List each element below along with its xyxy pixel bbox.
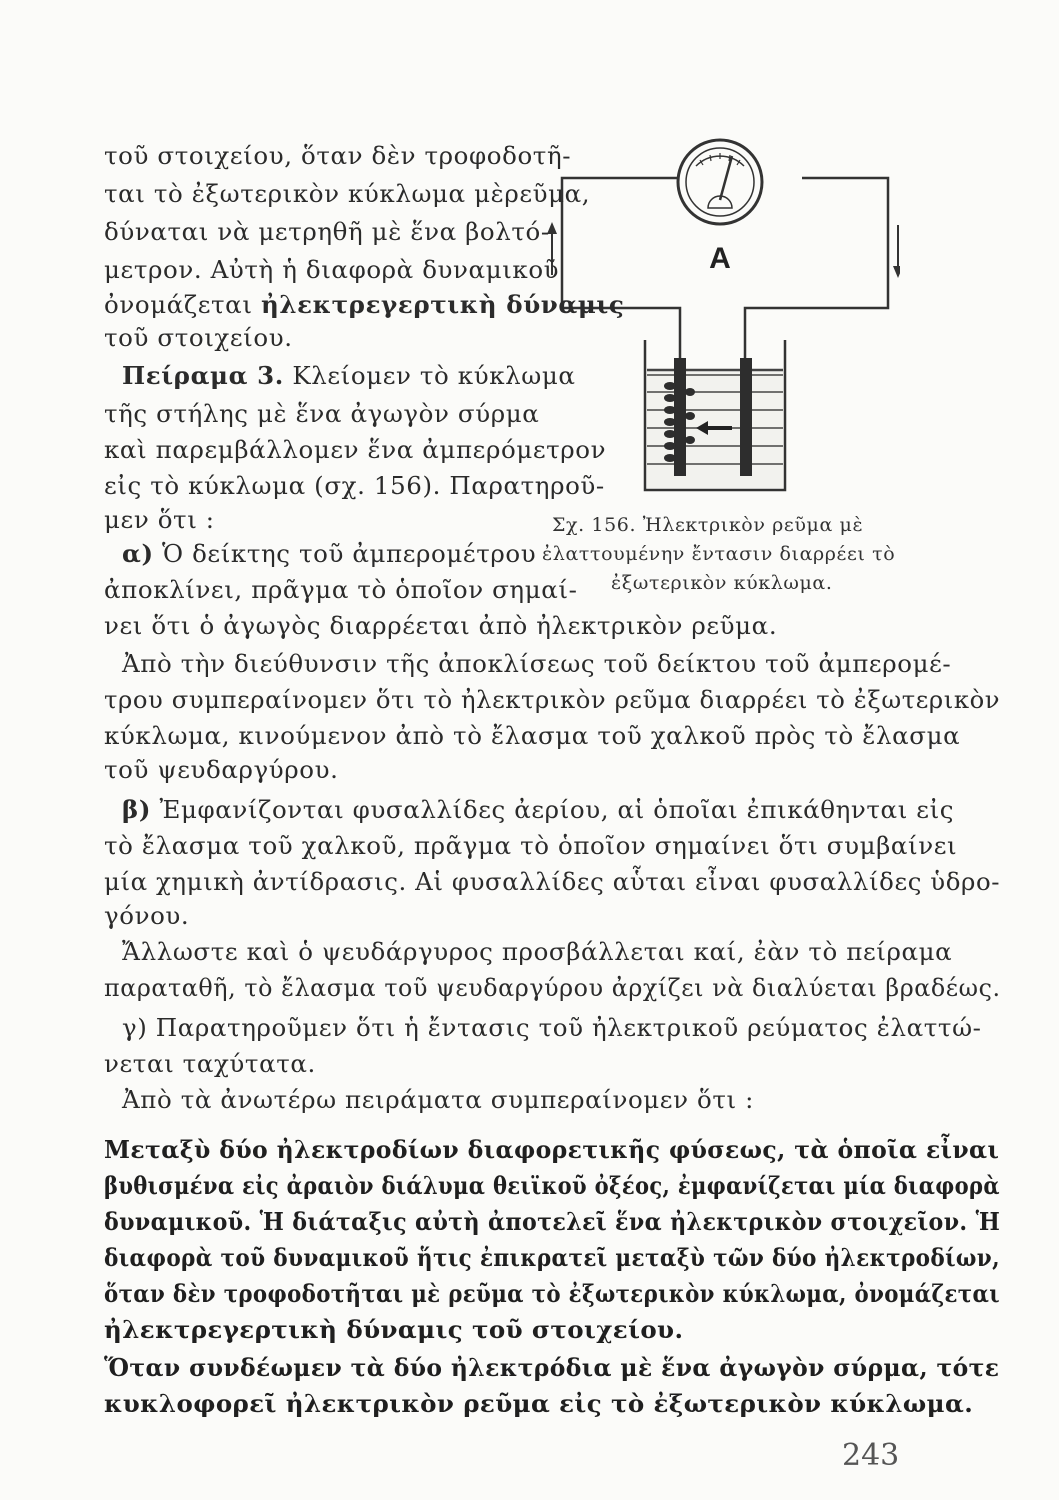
text-line: παραταθῆ, τὸ ἔλασμα τοῦ ψευδαργύρου ἀρχίζει νὰ διαλύεται βραδέως.: [104, 973, 1001, 1002]
conclusion-line: βυθισμένα εἰς ἀραιὸν διάλυμα θειϊκοῦ ὀξέος, ἐμφανίζεται μία διαφορὰ: [104, 1171, 1000, 1200]
text-line: τρου συμπεραίνομεν ὅτι τὸ ἠλεκτρικὸν ρεῦμα διαρρέει τὸ ἐξωτερικὸν: [104, 685, 1001, 714]
text-line: μετρον. Αὐτὴ ἡ διαφορὰ δυναμικοῦ: [104, 255, 560, 284]
text-span: Κλείομεν τὸ κύκλωμα: [283, 361, 576, 390]
text-line: γόνου.: [104, 901, 190, 930]
text-line: μεν ὅτι :: [104, 505, 215, 534]
text-line: μία χημικὴ ἀντίδρασις. Αἱ φυσαλλίδες αὗται εἶναι φυσαλλίδες ὑδρο-: [104, 867, 1001, 896]
text-line: νεται ταχύτατα.: [104, 1049, 316, 1078]
conclusion-line: Ὅταν συνδέωμεν τὰ δύο ἠλεκτρόδια μὲ ἕνα ἀγωγὸν σύρμα, τότε: [104, 1353, 1000, 1382]
text-line: τῆς στήλης μὲ ἕνα ἀγωγὸν σύρμα: [104, 399, 540, 428]
conclusion-line: δυναμικοῦ. Ἡ διάταξις αὐτὴ ἀποτελεῖ ἕνα ἠλεκτρικὸν στοιχεῖον. Ἡ: [104, 1207, 1001, 1236]
circuit-wire: [745, 178, 888, 358]
ammeter-label: A: [709, 242, 731, 275]
figure-caption: ἐλαττουμένην ἔντασιν διαρρέει τὸ: [542, 543, 896, 565]
text-line: Ἄλλωστε καὶ ὁ ψευδάργυρος προσβάλλεται καί, ἐὰν τὸ πείραμα: [122, 937, 953, 966]
text-line: ται τὸ ἐξωτερικὸν κύκλωμα μὲρεῦμα,: [104, 179, 591, 208]
text-line: τοῦ στοιχείου, ὅταν δὲν τροφοδοτῆ-: [104, 141, 572, 170]
text-span: Ὁ δείκτης τοῦ ἀμπερομέτρου: [153, 539, 537, 568]
text-line: καὶ παρεμβάλλομεν ἕνα ἀμπερόμετρον: [104, 435, 607, 464]
text-line: τὸ ἔλασμα τοῦ χαλκοῦ, πρᾶγμα τὸ ὁποῖον σημαίνει ὅτι συμβαίνει: [104, 831, 958, 860]
text-line: κύκλωμα, κινούμενον ἀπὸ τὸ ἔλασμα τοῦ χαλκοῦ πρὸς τὸ ἔλασμα: [104, 721, 961, 750]
conclusion-line: κυκλοφορεῖ ἠλεκτρικὸν ρεῦμα εἰς τὸ ἐξωτερικὸν κύκλωμα.: [104, 1389, 974, 1418]
term-emf: ἠλεκτρεγερτικὴ δύναμις: [260, 290, 625, 319]
figure-caption: ἐξωτερικὸν κύκλωμα.: [611, 572, 833, 594]
text-line: [122, 538, 536, 570]
text-line: ἀποκλίνει, πρᾶγμα τὸ ὁποῖον σημαί-: [104, 575, 578, 604]
conclusion-line: ὅταν δὲν τροφοδοτῆται μὲ ρεῦμα τὸ ἐξωτερικὸν κύκλωμα, ὀνομάζεται: [104, 1279, 1000, 1308]
text-span: Ἐμφανίζονται φυσαλλίδες ἀερίου, αἱ ὁποῖαι ἐπικάθηνται εἰς: [151, 795, 955, 824]
text-line: γ) Παρατηροῦμεν ὅτι ἡ ἔντασις τοῦ ἠλεκτρικοῦ ρεύματος ἐλαττώ-: [122, 1013, 982, 1042]
item-label-b: β): [122, 795, 152, 824]
conclusion-line: Μεταξὺ δύο ἠλεκτροδίων διαφορετικῆς φύσεως, τὰ ὁποῖα εἶναι: [104, 1135, 1000, 1164]
text-line: τοῦ ψευδαργύρου.: [104, 755, 339, 784]
conclusion-line: διαφορὰ τοῦ δυναμικοῦ ἥτις ἐπικρατεῖ μεταξὺ τῶν δύο ἠλεκτροδίων,: [104, 1243, 1000, 1272]
text-line: Ἀπὸ τὰ ἀνωτέρω πειράματα συμπεραίνομεν ὅτι :: [122, 1085, 754, 1114]
copper-electrode: [740, 358, 752, 476]
experiment-heading: [122, 360, 576, 392]
text-line: [122, 794, 954, 826]
page-number: 243: [842, 1438, 900, 1473]
figure-caption: Σχ. 156. Ἠλεκτρικὸν ρεῦμα μὲ: [552, 514, 864, 536]
conclusion-line: ἠλεκτρεγερτικὴ δύναμις τοῦ στοιχείου.: [104, 1315, 684, 1344]
text-line: τοῦ στοιχείου.: [104, 323, 293, 352]
ammeter-icon: [678, 140, 762, 224]
text-span: ὀνομάζεται: [104, 290, 261, 319]
text-line: δύναται νὰ μετρηθῆ μὲ ἕνα βολτό-: [104, 217, 550, 246]
experiment-label: Πείραμα 3.: [122, 361, 284, 390]
text-line: εἰς τὸ κύκλωμα (σχ. 156). Παρατηροῦ-: [104, 471, 605, 500]
text-line: Ἀπὸ τὴν διεύθυνσιν τῆς ἀποκλίσεως τοῦ δείκτου τοῦ ἀμπερομέ-: [122, 649, 952, 678]
text-line: [104, 289, 624, 321]
text-line: νει ὅτι ὁ ἀγωγὸς διαρρέεται ἀπὸ ἠλεκτρικὸν ρεῦμα.: [104, 611, 778, 640]
item-label-a: α): [122, 539, 154, 568]
